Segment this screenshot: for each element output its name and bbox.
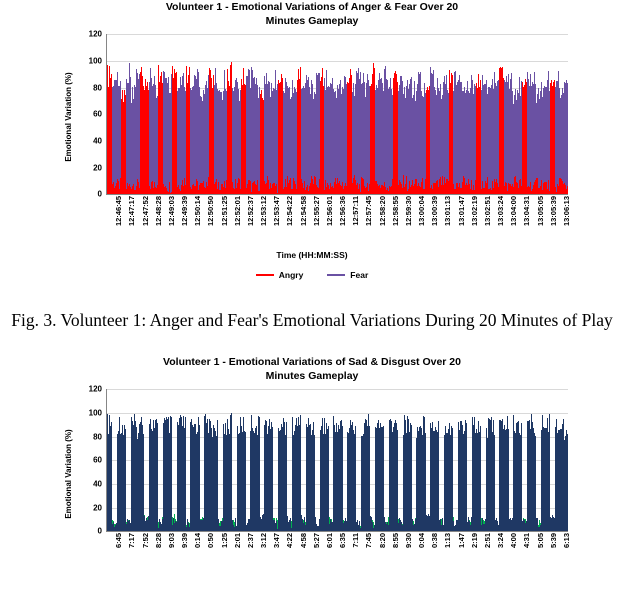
x-tick-label: 6:01 xyxy=(324,533,334,549)
legend-top xyxy=(52,270,572,280)
x-tick-label: 7:45 xyxy=(364,533,374,549)
y-axis-label-bottom: Emotional Variation (%) xyxy=(64,429,73,520)
legend-swatch-fear xyxy=(327,274,345,276)
x-tick-label: 9:39 xyxy=(180,533,190,549)
plot-sad-disgust xyxy=(52,384,572,599)
series-trace-sad xyxy=(397,430,398,531)
x-tick-label: 12:54:58 xyxy=(298,196,308,227)
x-tick-label: 12:47:52 xyxy=(140,196,150,227)
x-tick-label: 4:00 xyxy=(509,533,519,549)
x-tick-label: 1:13 xyxy=(443,533,453,549)
plot-area-top xyxy=(106,34,568,195)
y-tick-label: 120 xyxy=(88,29,102,39)
x-tick-label: 12:51:25 xyxy=(219,196,229,227)
series-trace-fear xyxy=(567,83,568,194)
y-tick-label: 20 xyxy=(93,163,102,173)
series-trace-angry xyxy=(480,80,481,195)
x-tick-label: 13:04:00 xyxy=(509,196,519,227)
series-canvas-bottom xyxy=(107,389,568,531)
series-trace-sad xyxy=(171,417,172,531)
x-tick-label: 2:51 xyxy=(482,533,492,549)
series-trace-angry xyxy=(429,86,430,194)
x-tick-label: 12:46:45 xyxy=(114,196,124,227)
x-tick-label: 4:31 xyxy=(522,533,532,549)
series-trace-sad xyxy=(272,427,273,531)
y-tick-label: 60 xyxy=(93,455,102,465)
figure-sad-disgust xyxy=(0,355,624,610)
y-axis-label-top: Emotional Variation (%) xyxy=(64,72,73,163)
x-tick-label: 13:02:51 xyxy=(482,196,492,227)
x-tick-label: 6:45 xyxy=(114,533,124,549)
x-tick-label: 13:05:39 xyxy=(548,196,558,227)
x-tick-label: 13:03:24 xyxy=(496,196,506,227)
series-trace-angry xyxy=(554,80,555,194)
x-tick-label: 5:39 xyxy=(548,533,558,549)
chart-title-top-line1: Volunteer 1 - Emotional Variations of Anger & Fear Over 20 xyxy=(165,1,459,13)
x-tick-label: 12:47:17 xyxy=(127,196,137,227)
x-tick-label: 0:38 xyxy=(430,533,440,549)
x-tick-label: 5:27 xyxy=(311,533,321,549)
legend-label: Fear xyxy=(350,270,369,281)
x-tick-label: 13:04:31 xyxy=(522,196,532,227)
x-tick-label: 12:57:11 xyxy=(351,196,361,226)
series-trace-sad xyxy=(508,429,509,532)
y-tick-label: 20 xyxy=(93,503,102,513)
x-tick-label: 6:13 xyxy=(561,533,571,549)
x-tick-label: 13:00:04 xyxy=(417,196,427,227)
y-tick-label: 0 xyxy=(97,189,102,199)
x-tick-label: 4:58 xyxy=(298,533,308,549)
x-tick-label: 12:57:45 xyxy=(364,196,374,227)
x-tick-label: 0:50 xyxy=(206,533,216,549)
x-tick-label: 12:50:14 xyxy=(193,196,203,227)
plot-anger-fear xyxy=(52,29,572,281)
x-tick-label: 0:04 xyxy=(417,533,427,549)
x-tick-label: 12:50:50 xyxy=(206,196,216,227)
y-tick-label: 100 xyxy=(88,56,102,66)
series-trace-sad xyxy=(342,426,343,531)
series-trace-angry xyxy=(351,75,352,195)
x-tick-label: 4:22 xyxy=(285,533,295,549)
legend-item-angry xyxy=(256,270,304,280)
series-trace-angry xyxy=(323,86,324,194)
x-tick-label: 13:01:47 xyxy=(456,196,466,227)
series-canvas-top xyxy=(107,34,568,194)
series-trace-sad xyxy=(411,425,412,531)
series-trace-angry xyxy=(213,75,214,195)
series-trace-angry xyxy=(125,95,126,194)
series-trace-sad xyxy=(125,429,126,531)
y-tick-label: 40 xyxy=(93,136,102,146)
chart-title-bottom xyxy=(0,355,624,383)
series-trace-sad xyxy=(535,436,536,531)
x-tick-label: 7:11 xyxy=(351,533,361,548)
x-tick-label: 12:56:01 xyxy=(324,196,334,227)
series-trace-sad xyxy=(549,414,550,532)
x-tick-label: 1:47 xyxy=(456,533,466,549)
series-trace-angry xyxy=(397,82,398,195)
x-axis-label-top: Time (HH:MM:SS) xyxy=(276,250,348,261)
x-tick-label: 12:52:37 xyxy=(245,196,255,227)
x-tick-label: 12:49:03 xyxy=(166,196,176,227)
x-tick-label: 13:06:13 xyxy=(561,196,571,227)
series-trace-angry xyxy=(111,74,112,194)
y-tick-label: 60 xyxy=(93,109,102,119)
series-trace-sad xyxy=(480,426,481,531)
y-tick-label: 120 xyxy=(88,384,102,394)
chart-title-top-line2: Minutes Gameplay xyxy=(265,15,359,28)
series-trace-sad xyxy=(199,425,200,531)
x-tick-label: 5:05 xyxy=(535,533,545,549)
series-trace-angry xyxy=(526,82,527,195)
x-tick-label: 12:53:12 xyxy=(259,196,269,227)
x-tick-label: 7:17 xyxy=(127,533,137,549)
plot-area-bottom xyxy=(106,389,568,532)
series-trace-sad xyxy=(567,434,568,532)
series-trace-angry xyxy=(374,68,375,194)
x-axis-ticks-bottom xyxy=(106,533,571,591)
series-trace-sad xyxy=(111,422,112,531)
series-trace-angry xyxy=(231,62,232,194)
x-tick-label: 9:30 xyxy=(403,533,413,549)
x-tick-label: 13:05:05 xyxy=(535,196,545,227)
series-trace-sad xyxy=(355,426,356,532)
chart-title-top xyxy=(0,0,624,28)
x-tick-label: 12:56:36 xyxy=(338,196,348,227)
series-trace-sad xyxy=(157,423,158,531)
series-trace-sad xyxy=(217,420,218,532)
x-tick-label: 12:58:20 xyxy=(377,196,387,227)
x-tick-label: 12:54:22 xyxy=(285,196,295,227)
x-tick-label: 2:01 xyxy=(232,533,242,549)
series-trace-angry xyxy=(245,85,246,195)
series-trace-angry xyxy=(567,186,568,194)
x-tick-label: 13:00:39 xyxy=(430,196,440,227)
x-tick-label: 3:24 xyxy=(496,533,506,549)
x-tick-label: 3:12 xyxy=(259,533,269,549)
y-tick-label: 100 xyxy=(88,408,102,418)
series-trace-sad xyxy=(466,423,467,531)
series-trace-angry xyxy=(176,72,177,195)
x-tick-label: 12:52:01 xyxy=(232,196,242,227)
x-tick-label: 2:19 xyxy=(469,533,479,549)
series-trace-sad xyxy=(185,417,186,531)
y-tick-label: 40 xyxy=(93,479,102,489)
series-trace-sad xyxy=(259,417,260,531)
x-tick-label: 0:14 xyxy=(193,533,203,549)
legend-item-fear xyxy=(327,270,368,280)
legend-label: Angry xyxy=(278,270,304,281)
y-tick-label: 0 xyxy=(97,526,102,536)
series-trace-angry xyxy=(148,90,149,194)
legend-swatch-angry xyxy=(256,274,274,276)
series-trace-sad xyxy=(245,432,246,532)
series-trace-sad xyxy=(286,422,287,532)
series-trace-sad xyxy=(494,435,495,531)
y-tick-label: 80 xyxy=(93,83,102,93)
chart-title-bottom-line1: Volunteer 1 - Emotional Variations of Sad & Disgust Over 20 xyxy=(163,356,461,368)
x-tick-label: 12:58:55 xyxy=(390,196,400,227)
series-trace-sad xyxy=(452,428,453,532)
series-trace-sad xyxy=(521,423,522,532)
x-tick-label: 1:25 xyxy=(219,533,229,549)
x-axis-ticks-top xyxy=(106,196,571,258)
x-tick-label: 8:55 xyxy=(390,533,400,549)
series-trace-sad xyxy=(383,426,384,531)
x-tick-label: 8:20 xyxy=(377,533,387,549)
y-axis-ticks-top xyxy=(76,29,102,264)
x-tick-label: 12:59:30 xyxy=(403,196,413,227)
x-tick-label: 12:55:27 xyxy=(311,196,321,227)
series-trace-sad xyxy=(438,421,439,531)
x-tick-label: 9:03 xyxy=(166,533,176,549)
chart-title-bottom-line2: Minutes Gameplay xyxy=(265,370,359,383)
y-tick-label: 80 xyxy=(93,432,102,442)
series-trace-sad xyxy=(231,413,232,531)
x-tick-label: 12:48:28 xyxy=(153,196,163,227)
figure-caption: Fig. 3. Volunteer 1: Anger and Fear's Emotional Variations During 20 Minutes of Play xyxy=(11,310,613,330)
x-tick-label: 3:47 xyxy=(272,533,282,549)
series-trace-angry xyxy=(189,67,190,194)
x-tick-label: 12:53:47 xyxy=(272,196,282,227)
x-tick-label: 13:02:19 xyxy=(469,196,479,227)
series-trace-sad xyxy=(300,415,301,531)
x-tick-label: 12:49:39 xyxy=(180,196,190,227)
series-trace-sad xyxy=(328,426,329,532)
y-axis-ticks-bottom xyxy=(76,384,102,599)
x-tick-label: 13:01:13 xyxy=(443,196,453,227)
series-trace-angry xyxy=(452,75,453,194)
x-tick-label: 6:35 xyxy=(338,533,348,549)
x-tick-label: 8:28 xyxy=(153,533,163,549)
series-trace-angry xyxy=(503,78,504,194)
series-trace-angry xyxy=(162,83,163,194)
series-trace-angry xyxy=(282,78,283,195)
x-tick-label: 2:37 xyxy=(245,533,255,549)
x-tick-label: 7:52 xyxy=(140,533,150,549)
series-trace-angry xyxy=(300,67,301,194)
